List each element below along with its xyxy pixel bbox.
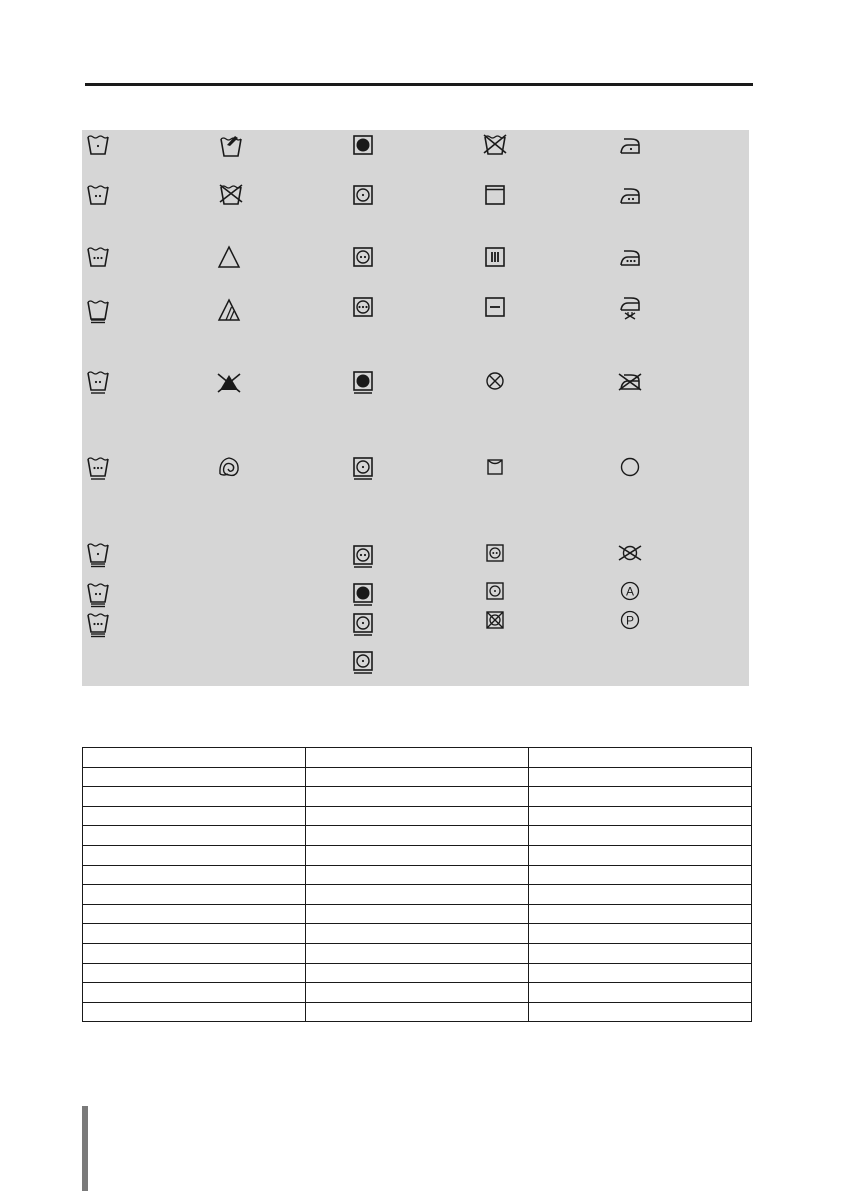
wash-very-gentle-1dot-icon: [85, 540, 111, 566]
table-cell: [529, 826, 752, 846]
table-row: [83, 1002, 752, 1022]
table-cell: [529, 983, 752, 1003]
wash-gentle-3dot-icon: [85, 454, 111, 480]
tumble-dry-very-gentle-no-heat-icon: [350, 580, 376, 606]
table-cell: [83, 904, 306, 924]
wash-plain-icon: [85, 297, 111, 323]
tumble-dry-no-heat-icon: [350, 132, 376, 158]
hand-wash-icon: [218, 134, 244, 160]
table-row: [83, 943, 752, 963]
do-not-bleach-icon: [216, 370, 242, 396]
care-table: [82, 747, 752, 1022]
table-cell: [306, 1002, 529, 1022]
table-cell: [306, 885, 529, 905]
tumble-dry-gentle-medium-icon: [350, 542, 376, 568]
table-cell: [306, 767, 529, 787]
table-cell: [529, 806, 752, 826]
dry-clean-p-letter: P: [625, 613, 635, 628]
table-cell: [529, 924, 752, 944]
table-cell: [83, 767, 306, 787]
line-dry-icon: [482, 182, 508, 208]
table-cell: [529, 767, 752, 787]
table-cell: [529, 885, 752, 905]
table-cell: [83, 787, 306, 807]
table-cell: [306, 748, 529, 768]
table-cell: [83, 983, 306, 1003]
table-row: [83, 885, 752, 905]
table-cell: [529, 865, 752, 885]
table-row: [83, 748, 752, 768]
dry-clean-a-icon: [617, 578, 643, 604]
tumble-dry-low-icon: [350, 182, 376, 208]
table-row: [83, 806, 752, 826]
bleach-allowed-icon: [216, 244, 242, 270]
wool-icon: [216, 454, 242, 480]
tumble-dry-medium-icon: [350, 244, 376, 270]
table-cell: [83, 885, 306, 905]
iron-no-steam-icon: [617, 294, 643, 320]
table-cell: [83, 806, 306, 826]
dry-flat-icon: [482, 294, 508, 320]
table-cell: [306, 943, 529, 963]
iron-medium-icon: [617, 182, 643, 208]
table-cell: [306, 983, 529, 1003]
do-not-iron-icon: [617, 368, 643, 394]
table-row: [83, 983, 752, 1003]
dry-clean-icon: [617, 454, 643, 480]
wash-2dot-icon: [85, 182, 111, 208]
table-row: [83, 865, 752, 885]
do-not-tumble-dry-icon: [482, 132, 508, 158]
table-cell: [83, 924, 306, 944]
tumble-dry-1dot-icon: [482, 578, 508, 604]
wash-gentle-2dot-icon: [85, 368, 111, 394]
table-cell: [83, 748, 306, 768]
tumble-dry-very-gentle-low-icon: [350, 610, 376, 636]
table-row: [83, 963, 752, 983]
do-not-tumble-icon: [482, 607, 508, 633]
table-cell: [529, 1002, 752, 1022]
table-cell: [529, 787, 752, 807]
table-cell: [83, 963, 306, 983]
dry-in-shade-icon: [482, 454, 508, 480]
table-row: [83, 845, 752, 865]
table-cell: [529, 943, 752, 963]
tumble-dry-very-gentle-medium-icon: [350, 648, 376, 674]
wash-3dot-icon: [85, 244, 111, 270]
table-cell: [83, 1002, 306, 1022]
non-chlorine-bleach-icon: [216, 297, 242, 323]
do-not-dry-clean-icon: [482, 368, 508, 394]
table-cell: [83, 826, 306, 846]
table-cell: [306, 963, 529, 983]
page-side-bar: [82, 1106, 88, 1191]
table-cell: [529, 748, 752, 768]
tumble-dry-2dot-icon: [482, 540, 508, 566]
table-cell: [83, 845, 306, 865]
table-cell: [306, 845, 529, 865]
header-rule: [85, 83, 753, 86]
table-cell: [529, 963, 752, 983]
table-cell: [306, 904, 529, 924]
table-cell: [306, 826, 529, 846]
table-cell: [83, 943, 306, 963]
care-symbols-panel: [82, 130, 749, 686]
table-row: [83, 924, 752, 944]
table-row: [83, 904, 752, 924]
table-cell: [306, 865, 529, 885]
table-cell: [306, 787, 529, 807]
wash-very-gentle-2dot-icon: [85, 580, 111, 606]
do-not-wash-icon: [218, 182, 244, 208]
dry-clean-a-letter: A: [625, 584, 635, 599]
do-not-dry-clean-x-icon: [617, 540, 643, 566]
table-cell: [306, 924, 529, 944]
tumble-dry-high-icon: [350, 294, 376, 320]
table-cell: [529, 904, 752, 924]
table-row: [83, 787, 752, 807]
wash-1dot-icon: [85, 132, 111, 158]
iron-low-icon: [617, 132, 643, 158]
table-cell: [306, 806, 529, 826]
tumble-dry-gentle-low-icon: [350, 454, 376, 480]
table-cell: [83, 865, 306, 885]
table-cell: [529, 845, 752, 865]
table-row: [83, 826, 752, 846]
tumble-dry-gentle-no-heat-icon: [350, 368, 376, 394]
drip-dry-icon: [482, 244, 508, 270]
iron-high-icon: [617, 244, 643, 270]
wash-very-gentle-3dot-icon: [85, 610, 111, 636]
dry-clean-p-icon: [617, 607, 643, 633]
table-row: [83, 767, 752, 787]
